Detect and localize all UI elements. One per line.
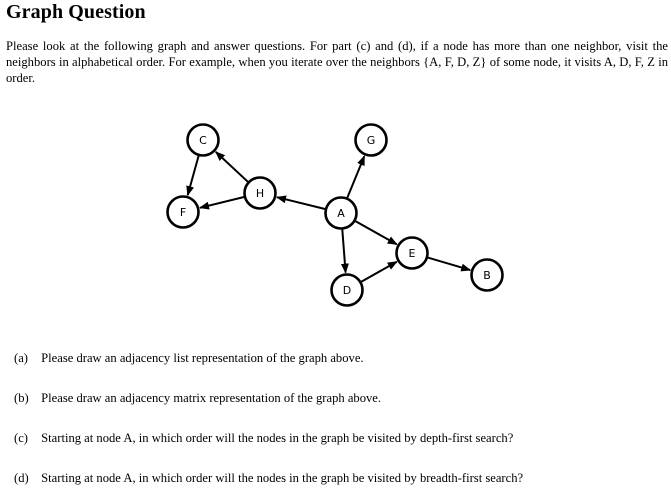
node-g — [356, 125, 387, 156]
node-e — [397, 238, 428, 269]
question-a-label: (a) — [14, 351, 28, 365]
graph-nodes — [168, 125, 503, 306]
node-label-e: E — [408, 247, 416, 260]
edge-h-to-c — [216, 152, 248, 182]
question-c — [14, 430, 513, 446]
question-c-label: (c) — [14, 431, 28, 445]
node-b — [472, 260, 503, 291]
question-b-text: Please draw an adjacency matrix representation of the graph above. — [41, 391, 382, 405]
edge-h-to-f — [200, 197, 244, 208]
edge-a-to-e — [355, 221, 396, 244]
question-a-text: Please draw an adjacency list representation of the graph above. — [41, 351, 364, 365]
node-d — [332, 275, 363, 306]
edge-a-to-h — [277, 197, 325, 209]
edge-e-to-b — [428, 258, 470, 271]
node-a — [326, 198, 357, 229]
node-f — [168, 197, 199, 228]
question-d-label: (d) — [14, 471, 29, 485]
edge-c-to-f — [188, 156, 199, 195]
question-b — [14, 390, 381, 406]
node-label-a: A — [337, 207, 345, 220]
node-h — [245, 178, 276, 209]
intro-paragraph: Please look at the following graph and answer questions. For part (c) and (d), if a node has more than one neighbor, visit the neighbors in alphabetical order. For example, when you iterate over the neighbors {A, F, D, Z} of some node, it visits A, D, F, Z in order. — [6, 39, 668, 85]
edge-a-to-g — [347, 156, 364, 198]
question-b-label: (b) — [14, 391, 29, 405]
node-c — [188, 125, 219, 156]
node-label-c: C — [199, 134, 207, 147]
question-d — [14, 470, 523, 486]
node-label-d: D — [342, 284, 352, 297]
edge-a-to-d — [342, 230, 345, 273]
node-label-f: F — [179, 206, 187, 219]
node-label-b: B — [483, 269, 491, 282]
node-label-h: H — [255, 187, 265, 200]
question-c-text: Starting at node A, in which order will the nodes in the graph be visited by depth-first search? — [41, 431, 514, 445]
question-a — [14, 350, 364, 366]
question-d-text: Starting at node A, in which order will the nodes in the graph be visited by breadth-first search? — [41, 471, 524, 485]
node-label-g: G — [366, 134, 376, 147]
edge-d-to-e — [361, 262, 397, 282]
page-title: Graph Question — [6, 1, 146, 23]
